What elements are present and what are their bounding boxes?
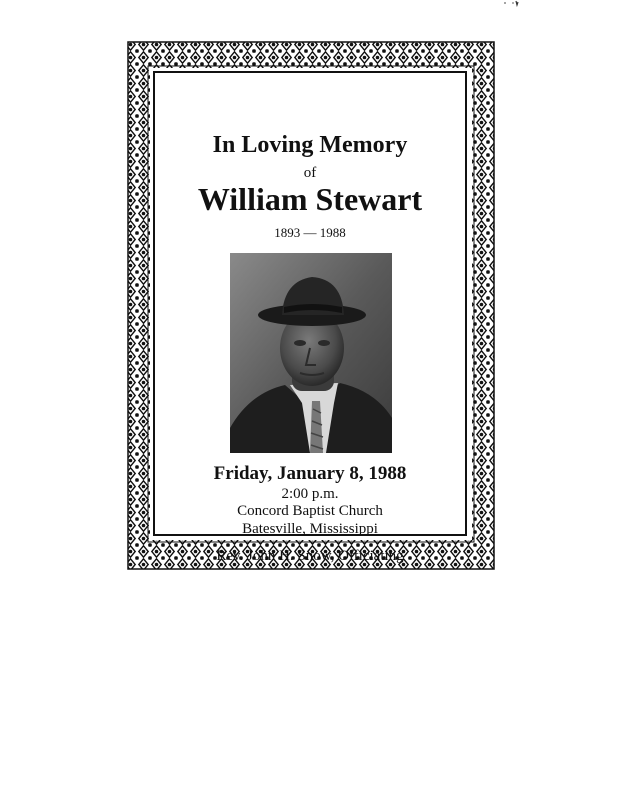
life-years: 1893 — 1988 (274, 225, 346, 240)
portrait-photo (230, 253, 392, 453)
of-text: of (303, 165, 317, 181)
memorial-heading: In Loving Memory (212, 132, 408, 158)
memorial-program (124, 38, 498, 573)
deceased-name: William Stewart (197, 181, 423, 217)
officiant: Rev. John H. Snow, Officiating (216, 548, 404, 564)
inner-frame (153, 71, 467, 564)
scan-mark (483, 0, 523, 10)
service-date: Friday, January 8, 1988 (213, 463, 407, 484)
service-location: Batesville, Mississippi (242, 521, 378, 537)
service-time: 2:00 p.m. (281, 486, 339, 502)
church-name: Concord Baptist Church (237, 503, 383, 519)
